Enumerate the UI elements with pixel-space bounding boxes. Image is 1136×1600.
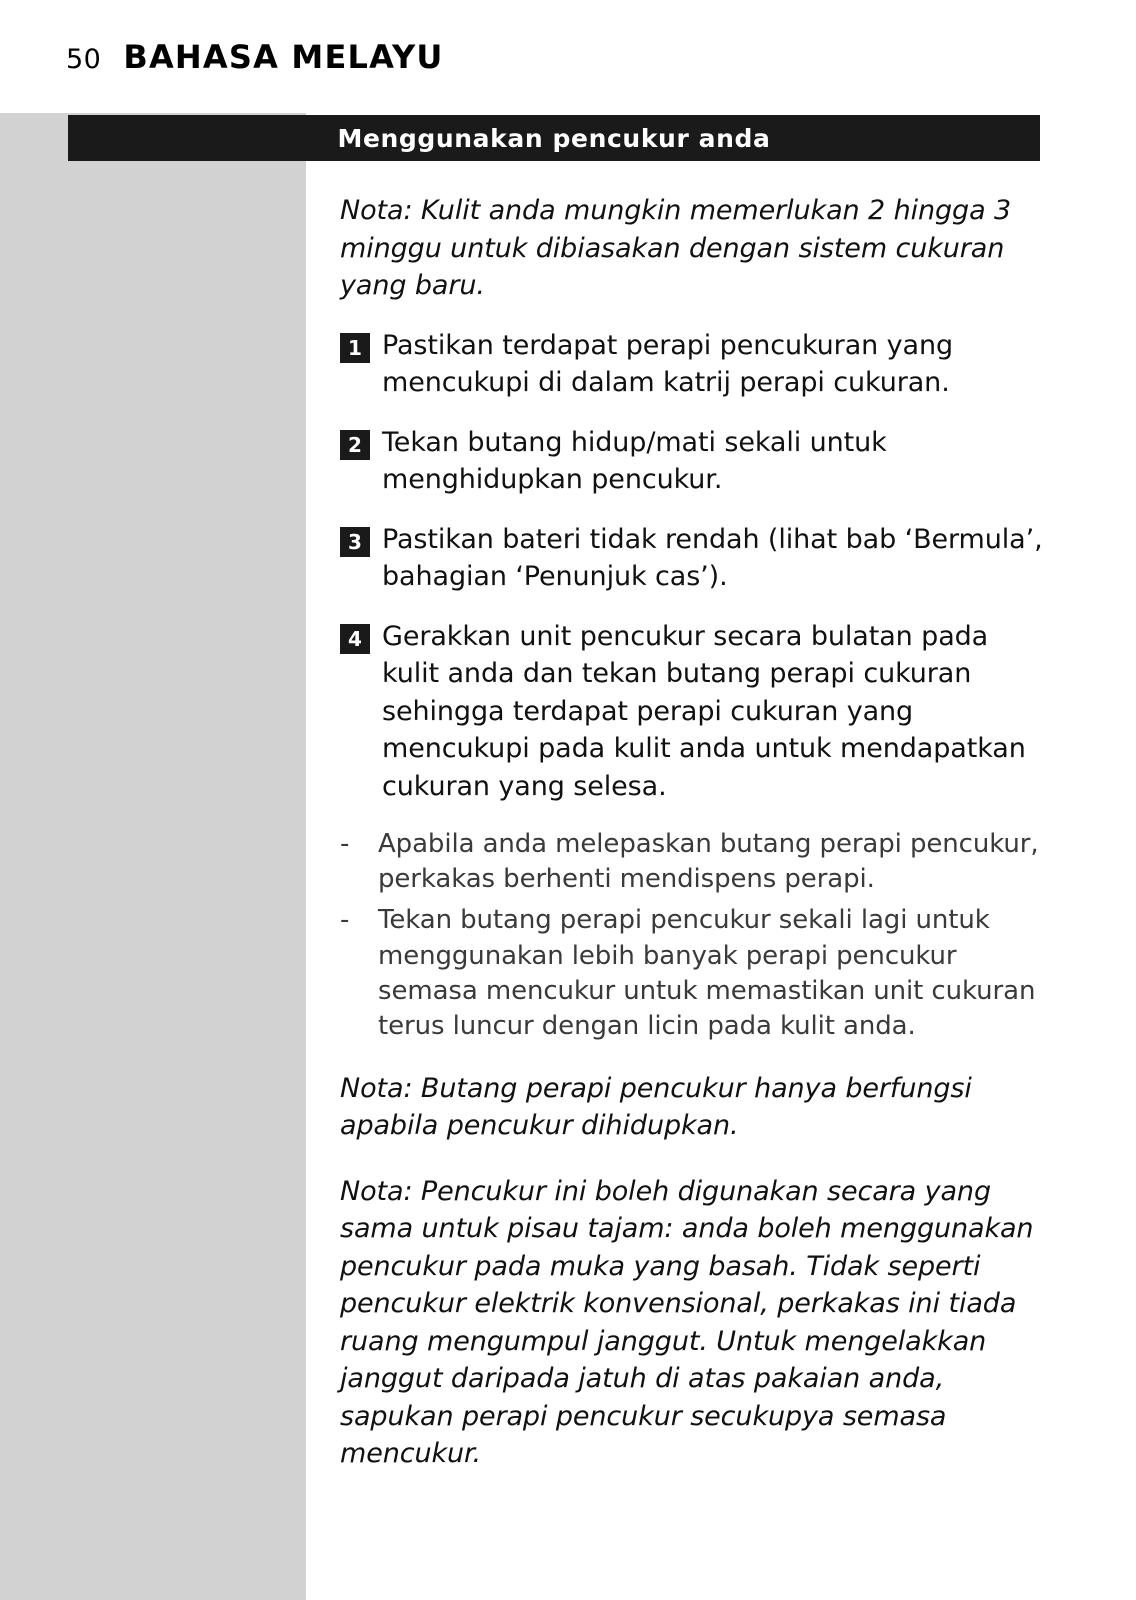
- step-item: [340, 424, 1052, 499]
- page-number: 50: [66, 44, 102, 75]
- step-number-badge: 1: [340, 333, 370, 363]
- step-number-badge: 4: [340, 624, 370, 654]
- step-number-badge: 2: [340, 430, 370, 460]
- list-item: [340, 827, 1052, 897]
- section-title: Menggunakan pencukur anda: [337, 123, 771, 153]
- bullet-list: [340, 827, 1052, 1044]
- bullet-marker: -: [340, 905, 350, 936]
- bullet-marker: -: [340, 829, 350, 860]
- step-text: Tekan butang hidup/mati sekali untuk menghidupkan pencukur.: [382, 426, 887, 496]
- step-text: Pastikan terdapat perapi pencukuran yang mencukupi di dalam katrij perapi cukuran.: [382, 329, 954, 399]
- section-header-bar: [68, 115, 1040, 161]
- bullet-text: Tekan butang perapi pencukur sekali lagi untuk menggunakan lebih banyak perapi pencukur semasa mencukur untuk memastikan unit cukuran terus luncur dengan licin pada kulit anda.: [378, 905, 1036, 1041]
- step-item: [340, 521, 1052, 596]
- note-three: Nota: Pencukur ini boleh digunakan secara yang sama untuk pisau tajam: anda boleh menggunakan pencukur pada muka yang basah. Tidak seperti pencukur elektrik konvensional, perkakas ini tiada ruang mengumpul janggut. Untuk mengelakkan janggut daripada jatuh di atas pakaian anda, sapukan perapi pencukur secukupya semasa mencukur.: [340, 1175, 1034, 1470]
- step-item: [340, 327, 1052, 402]
- intro-note: Nota: Kulit anda mungkin memerlukan 2 hingga 3 minggu untuk dibiasakan dengan sistem cukuran yang baru.: [340, 195, 1012, 302]
- page-title: BAHASA MELAYU: [123, 38, 444, 76]
- page-header: [66, 38, 444, 76]
- bullet-text: Apabila anda melepaskan butang perapi pencukur, perkakas berhenti mendispens perapi.: [378, 829, 1039, 895]
- step-text: Gerakkan unit pencukur secara bulatan pada kulit anda dan tekan butang perapi cukuran sehingga terdapat perapi cukuran yang mencukupi pada kulit anda untuk mendapatkan cukuran yang selesa.: [382, 620, 1026, 802]
- note-two: Nota: Butang perapi pencukur hanya berfungsi apabila pencukur dihidupkan.: [340, 1072, 972, 1142]
- list-item: [340, 903, 1052, 1043]
- left-grey-column: [0, 113, 306, 1600]
- step-number-badge: 3: [340, 527, 370, 557]
- step-item: [340, 618, 1052, 806]
- step-text: Pastikan bateri tidak rendah (lihat bab ‘Bermula’, bahagian ‘Penunjuk cas’).: [382, 523, 1043, 593]
- main-content: [340, 192, 1052, 1495]
